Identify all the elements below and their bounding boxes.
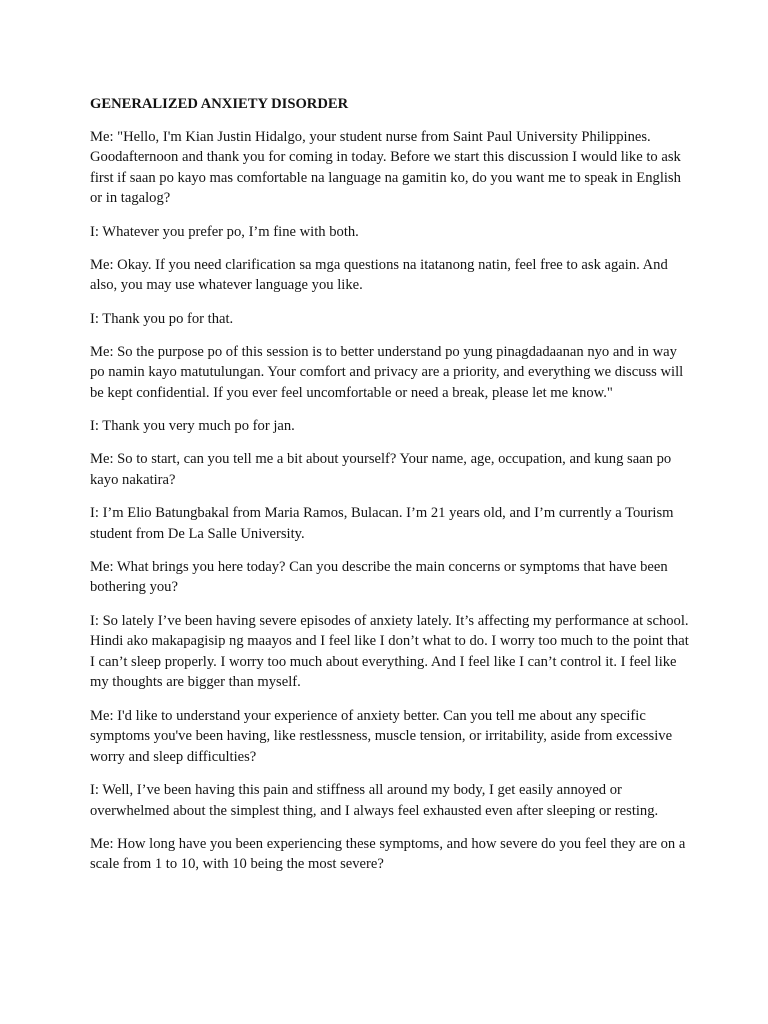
paragraph-10: I: So lately I’ve been having severe episodes of anxiety lately. It’s affecting my performance at school. Hindi ako makapagisip ng maayos and I feel like I don’t what to do. I worry too much to the point that I can’t sleep properly. I worry too much about everything. And I feel like I can’t control it. I feel like my thoughts are bigger than myself. (90, 612, 689, 691)
paragraph-4: I: Thank you po for that. (90, 310, 234, 327)
paragraph-11: Me: I'd like to understand your experience of anxiety better. Can you tell me about any specific symptoms you've been having, like restlessness, muscle tension, or irritability, aside from excessive worry and sleep difficulties? (90, 707, 673, 765)
paragraph-12: I: Well, I’ve been having this pain and stiffness all around my body, I get easily annoyed or overwhelmed about the simplest thing, and I always feel exhausted even after sleeping or resting. (90, 781, 659, 819)
paragraph-3: Me: Okay. If you need clarification sa mga questions na itatanong natin, feel free to ask again. And also, you may use whatever language you like. (90, 256, 668, 294)
paragraph-6: I: Thank you very much po for jan. (90, 418, 295, 435)
document-title: GENERALIZED ANXIETY DISORDER (90, 96, 349, 112)
paragraph-8: I: I’m Elio Batungbakal from Maria Ramos, Bulacan. I’m 21 years old, and I’m currently a Tourism student from De La Salle University. (90, 505, 674, 542)
paragraph-9: Me: What brings you here today? Can you describe the main concerns or symptoms that have been bothering you? (90, 558, 668, 596)
paragraph-1: Me: "Hello, I'm Kian Justin Hidalgo, your student nurse from Saint Paul University Philippines. Goodafternoon and thank you for coming in today. Before we start this discussion I would like to ask first if saan po kayo mas comfortable na language na gamitin ko, do you want me to speak in English or in tagalog? (90, 128, 681, 207)
paragraph-13: Me: How long have you been experiencing these symptoms, and how severe do you feel they are on a scale from 1 to 10, with 10 being the most severe? (90, 835, 686, 873)
paragraph-7: Me: So to start, can you tell me a bit about yourself? Your name, age, occupation, and kung saan po kayo nakatira? (90, 451, 672, 488)
document-body (90, 94, 690, 888)
paragraph-2: I: Whatever you prefer po, I’m fine with both. (90, 223, 359, 240)
paragraph-5: Me: So the purpose po of this session is to better understand po yung pinagdadaanan nyo and in way po namin kayo matutulungan. Your comfort and privacy are a priority, and everything we discuss will be kept confidential. If you ever feel uncomfortable or need a break, please let me know." (90, 343, 684, 401)
